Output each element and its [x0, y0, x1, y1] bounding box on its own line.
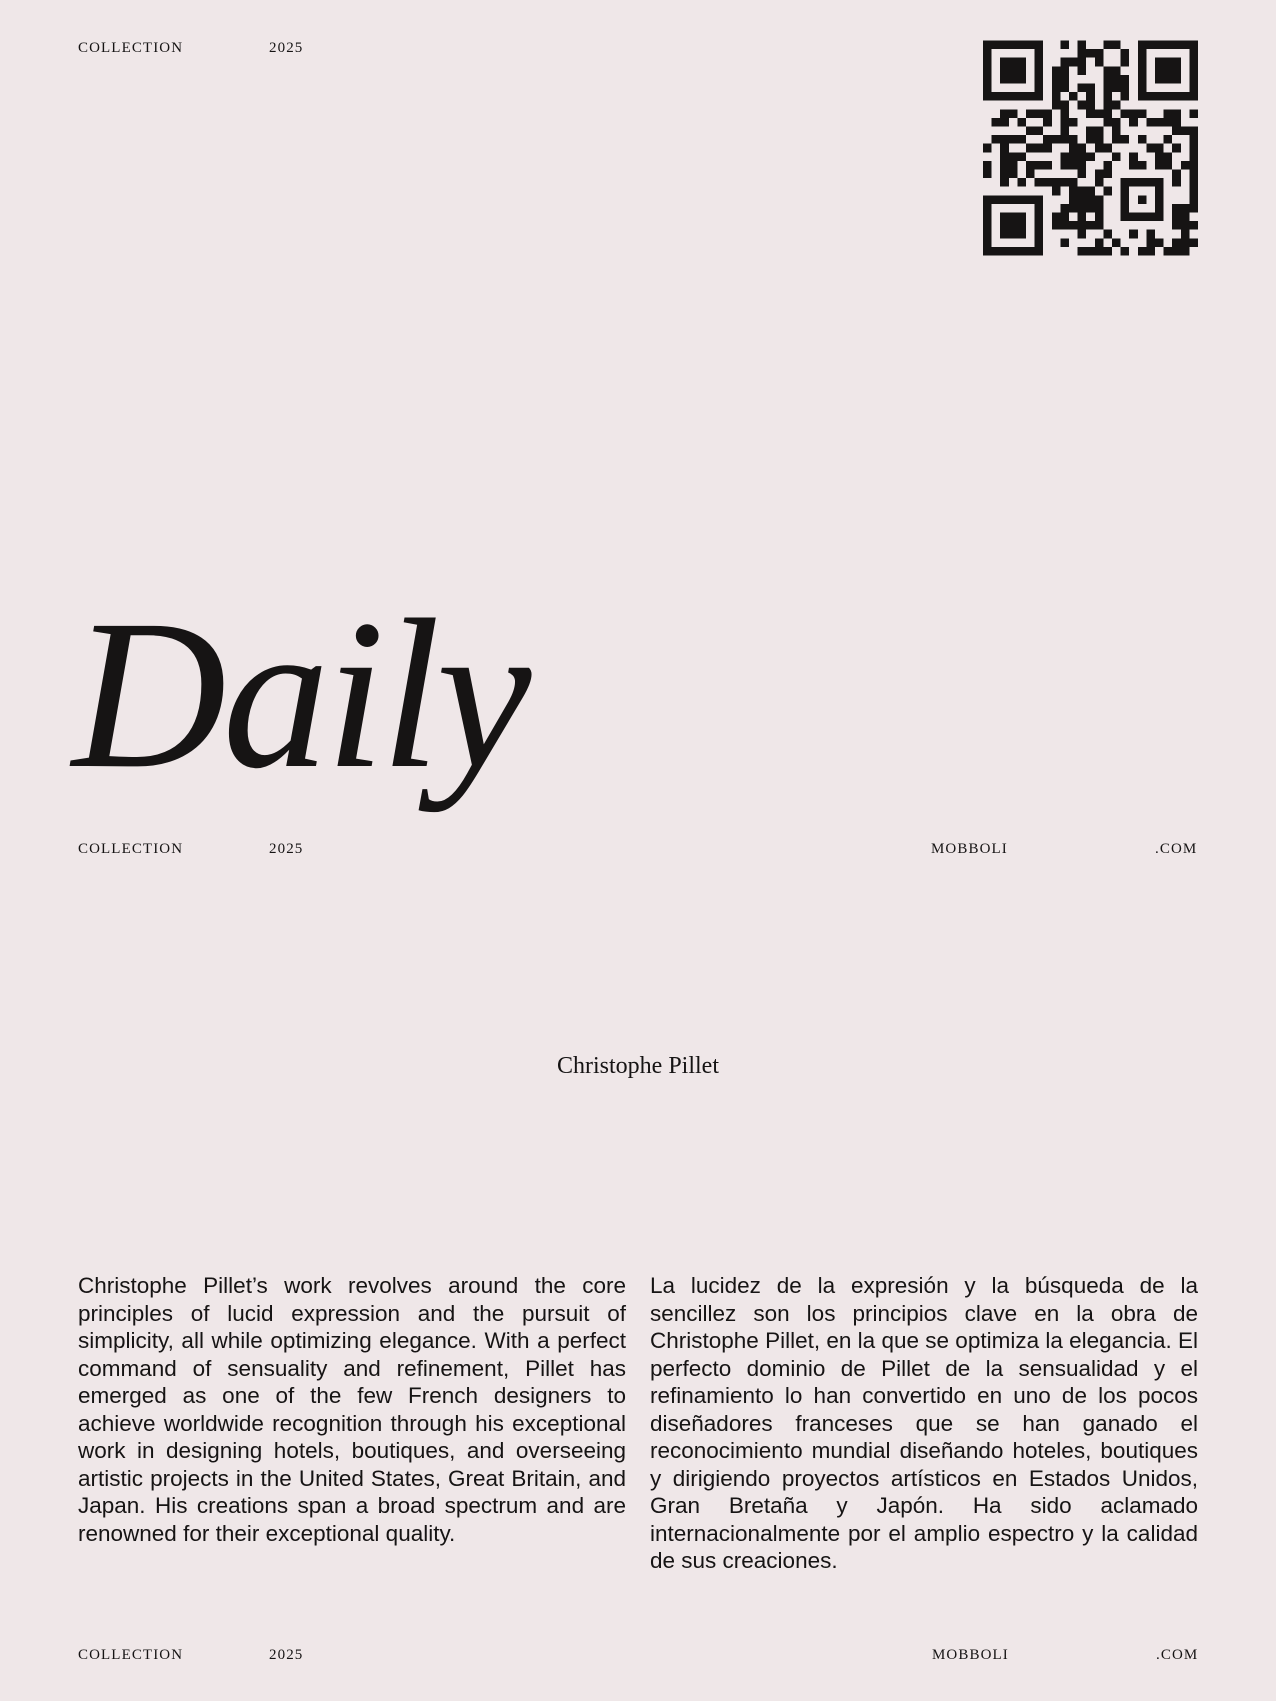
footer-domain-label: .COM: [1156, 1647, 1199, 1663]
footer-year-label: 2025: [269, 1647, 304, 1663]
header-year-label: 2025: [269, 40, 304, 56]
body-text-english: Christophe Pillet’s work revolves around the core principles of lucid expression and the pursuit of simplicity, all while optimizing elegance. With a perfect command of sensuality and refinement, Pillet has emerged as one of the few French designers to achieve worldwide recognition through his exceptional work in designing hotels, boutiques, and overseeing artistic projects in the United States, Great Britain, and Japan. His creations span a broad spectrum and are renowned for their exceptional quality.: [78, 1273, 626, 1546]
header-collection-label: COLLECTION: [78, 40, 184, 56]
body-text-spanish: La lucidez de la expresión y la búsqueda de la sencillez son los principios clave en la obra de Christophe Pillet, en la que se optimiza la elegancia. El perfecto dominio de Pillet de la sensualidad y el refinamiento lo han convertido en uno de los pocos diseñadores franceses que se han ganado el reconocimiento mundial diseñando hoteles, boutiques y dirigiendo proyectos artísticos en Estados Unidos, Gran Bretaña y Japón. Ha sido aclamado internacionalmente por el amplio espectro y la calidad de sus creaciones.: [650, 1273, 1198, 1573]
meta-domain-label: .COM: [1155, 841, 1198, 857]
meta-year-label: 2025: [269, 841, 304, 857]
meta-collection-label: COLLECTION: [78, 841, 184, 857]
footer-collection-label: COLLECTION: [78, 1647, 184, 1663]
footer-brand-label: MOBBOLI: [932, 1647, 1009, 1663]
qr-code-graphic: [983, 40, 1198, 256]
meta-brand-label: MOBBOLI: [931, 841, 1008, 857]
qr-code-icon[interactable]: [983, 40, 1198, 256]
author-name: Christophe Pillet: [557, 1053, 719, 1079]
hero-title: Daily: [72, 576, 528, 813]
